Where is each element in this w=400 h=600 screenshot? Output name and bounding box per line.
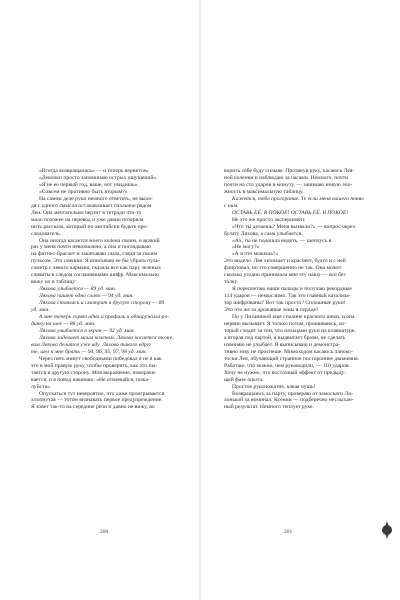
corner-ornament-icon xyxy=(376,519,398,541)
text-line: Ляхова улыбается в экран — 92 уд. мин. xyxy=(39,327,135,334)
text-line: тивно зову не проснеше. Мимоходом касаюсь ланоко- xyxy=(224,348,353,355)
text-line: Кажется, тебе прогорание. Те если меня вашего понял xyxy=(232,195,364,202)
left-page-text xyxy=(31,168,176,411)
text-line: «Не могу?» xyxy=(232,244,260,251)
text-line: Работаю, что можно, чем руководили, — 110 ударов. xyxy=(224,362,350,369)
text-line: «Я не ее первый год, ваше, вот увидишь». xyxy=(39,181,139,188)
text-line: сометр с левого кармана, сказала все как пару зеленых xyxy=(31,265,162,272)
text-line: «Девочки просто запоминаю острых ощущений». xyxy=(39,174,158,181)
text-line: луйста». xyxy=(31,383,52,390)
text-line: извиняю не улыбает. Я выписываю и демонстра- xyxy=(224,341,341,348)
text-line: а вторая под партой, я выдвигает брови, не сделать xyxy=(224,334,346,341)
text-line: вается, и я повод начинаю: «Не отвлекайся, пожа- xyxy=(31,376,150,383)
text-line: следователь. xyxy=(31,230,61,237)
text-line: динку на шее — 88 уд. мин. xyxy=(31,320,96,327)
text-line: хонькой за номинал. Ксении — подберечно неслыхан- xyxy=(224,397,354,404)
left-page-number: 200 xyxy=(100,529,109,535)
text-line: сливаться следом соглашениями шифр. Максимально xyxy=(31,272,159,279)
text-line: А мне теперь горят одна и профиль и обнаружила ро- xyxy=(39,314,170,321)
text-line: «А я что можешь?» xyxy=(232,251,279,258)
text-line: сколько угодно принимала мне эту нашу — все без xyxy=(224,272,346,279)
text-line: это в мой правую руку, чтобы проверить, как это пы- xyxy=(31,362,158,369)
text-line: почти на сто ударов в минуту, — занимаю новую эпо- xyxy=(224,181,353,188)
right-page-number: 201 xyxy=(284,529,293,535)
text-line: с ним. xyxy=(224,202,239,209)
text-line: Через пять минут свободными победовал я не я как xyxy=(39,355,162,362)
text-line: жность в максимальную таблицу. xyxy=(224,188,304,195)
text-line: нить рассказа, который по-английски будьте про- xyxy=(31,223,149,230)
right-page xyxy=(200,0,400,600)
text-line: мало похожее на перевод и уже давно потеряла xyxy=(31,216,144,223)
text-line: 114 ударов — немыслимо. Так это главный катализа- xyxy=(224,293,351,300)
text-line: вам Ляхова делится уже иду. Ляхова такого вдруг xyxy=(31,341,152,348)
text-line: Она иногда касается моего колена своим, и всякий xyxy=(39,237,160,244)
text-line: ный результат. Немного теплует руке. xyxy=(224,404,314,411)
text-line: Ляхова пишет одно слово — 94 уд. мин. xyxy=(39,293,134,300)
text-line: дя с одного смыслa останавливает спальное рядом xyxy=(31,202,152,209)
text-line: те, шел к мне брать — 94, 96, 95, 97, 98 уд. мин. xyxy=(31,348,147,355)
text-line: толку. xyxy=(224,279,239,286)
text-line: ной коленки и наблюдаю за часами. Немного, почти xyxy=(224,174,349,181)
text-line: тор шифрованы? Вот так просто? Сплошные руки! xyxy=(224,300,346,307)
text-line: тоски Лея, обучающий странное постороннее движения. xyxy=(224,355,360,362)
text-line: уд. мин. xyxy=(31,307,50,314)
text-line: торый следит за тем, что пальцами руки на клавиатуре, xyxy=(224,327,356,334)
text-line: «Ах, ты не подошла видеть, — шепчусь я. xyxy=(232,237,333,244)
text-line: ОСТАВЬ ЕЁ. В ПОКОЕ! ОСТАВЬ ЕЁ. В ПОКОЕ! xyxy=(232,209,349,216)
text-line: Простое руконожатие, какая чушь! xyxy=(232,383,316,390)
text-line: Это видело. Лея хихикает и краснеет, будто и с ней xyxy=(224,258,346,265)
text-line: Ляхова задевает моим коленом. Ляхова касается тоже, xyxy=(39,334,174,341)
text-line: вижу их в таблицу: xyxy=(31,279,77,286)
text-line: Ляхова стоялась и смотрит в другую сторону — 89 xyxy=(39,300,165,307)
text-line: раз у меня почти невозможно, а она и поглядываю xyxy=(31,244,151,251)
text-line: ворить себе буду сплыве. Протянув руку, касаюсь Лея- xyxy=(224,168,355,174)
text-line: Я зовет так-то на середине речи и давно не вижу, во xyxy=(31,404,155,411)
text-line: Хочу не нужно, что восточный эффект от предыду- xyxy=(224,369,347,376)
text-line: щей фазе опыта. xyxy=(224,376,264,383)
right-page-text xyxy=(224,168,370,411)
text-line: «Что ты делаешь? Меня вызвали?» — вопрос через xyxy=(232,223,355,230)
text-line: Я переплетаю наши пальцы и получаю рекордные xyxy=(232,286,352,293)
text-line: булату Ляхова, а сама улыбается. xyxy=(224,230,303,237)
text-line: пульсом. Это смешно. Я вписываю ее бы убрать пуль- xyxy=(31,258,160,265)
text-line: Опускаться тут невероятно, что даже проигрывается xyxy=(39,390,165,397)
text-line: нервно вызывает. Я только потом, прошиваюсь, ко- xyxy=(224,320,347,327)
text-line: тается в другую сторону. Моя выражение, поворачи- xyxy=(31,369,157,376)
text-line: «Совсем не противно быть вторым?» xyxy=(39,188,128,195)
text-line: Не это же просто эксперимент. xyxy=(232,216,306,223)
text-line: Это что же за дрожаные зоны в сердце? xyxy=(224,307,319,314)
text-line: На самом деле руки немного ответить, не выхо- xyxy=(39,195,153,202)
text-line: Возвращаюсь за парту, проверяю от замоскати Ли- xyxy=(232,390,354,397)
text-line: Ляхова улыбается — 89 уд. мин. xyxy=(39,286,117,293)
text-line: хлопнутая — тотом визнавать первое предупреждение. xyxy=(31,397,163,404)
text-line: «Всегда возвращалась» — и теперь вернется» xyxy=(39,168,149,174)
text-line: на фитнес-браслет и закатываю глаза, глядя за своим xyxy=(31,251,157,258)
text-line: флиртовал, но это совершенно не так. Она может xyxy=(224,265,342,272)
text-line: Леи. Она мечтательно чертит в тетради что-то xyxy=(31,209,142,216)
text-line: По у Лиханиной еще спалине красного шеки, и она xyxy=(232,314,355,321)
